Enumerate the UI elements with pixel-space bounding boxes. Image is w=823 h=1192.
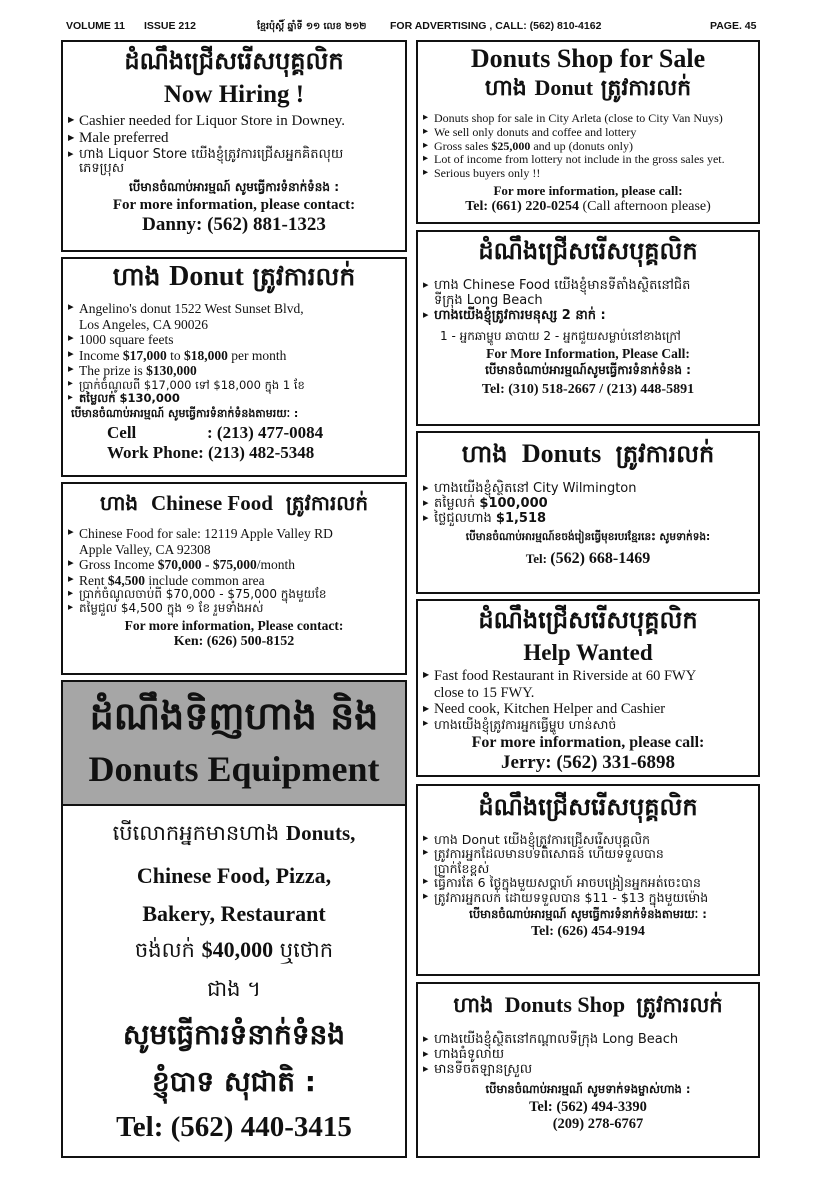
list-item: ▶ តម្លៃលក់ $130,000 xyxy=(67,392,405,405)
ad-positions: 1 - អ្នកឆាម្ហូប ឆាបាយ 2 - អ្នកជួយសម្លាប់នៅខាងក្រៅ xyxy=(440,328,681,343)
advertising-line: FOR ADVERTISING , CALL: (562) 810-4162 xyxy=(390,20,602,32)
list-item: ទីក្រុង Long Beach xyxy=(434,292,543,308)
amount: $100,000 xyxy=(479,495,548,511)
title-part: ហាង xyxy=(453,993,494,1017)
ad-khmer-title: ដំណឹងជ្រើសរើសបុគ្គលិក xyxy=(124,47,344,75)
amount: $17,000 xyxy=(122,347,167,363)
ad-donut-angelino xyxy=(61,257,407,477)
list-item xyxy=(422,497,758,512)
text: include common area xyxy=(145,572,265,588)
ad-khmer-title xyxy=(63,490,405,520)
list-item: ▶ Serious buyers only !! xyxy=(422,167,758,181)
list-item: ▶ Cashier needed for Liquor Store in Downey. xyxy=(67,113,405,130)
list-item: Los Angeles, CA 90026 xyxy=(79,316,209,332)
ad-donut-staff xyxy=(416,784,760,976)
list-item: ▶ ហាងយើងខ្ញុំត្រូវការអ្នកធ្វើម្ហូប ហាន់សាច់ xyxy=(422,718,758,732)
title-part: ហាង xyxy=(461,440,508,468)
ad-khmer-contact: បើមានចំណាប់អារម្មណ៍ សូមធ្វើការទំនាក់ទំនងតាមរយៈ : xyxy=(469,906,707,921)
list-item: ▶ មានទីចតឡានស្រួល xyxy=(422,1063,758,1078)
text: and up (donuts only) xyxy=(530,138,633,153)
list-item xyxy=(67,348,405,364)
title-part: Donut xyxy=(169,261,244,292)
text: ឬថោក xyxy=(273,938,334,962)
list-item: ▶ ហាង Chinese Food យើងខ្ញុំមានទីតាំងស្ថិតនៅជិត xyxy=(422,279,758,294)
title-part: ត្រូវការលក់ xyxy=(252,262,356,291)
ad-title: Donuts Equipment xyxy=(88,749,380,789)
list-item: ប្រាក់ខែខ្ពស់ xyxy=(434,860,490,876)
ad-phone xyxy=(418,199,758,215)
issue-label: ISSUE 212 xyxy=(144,20,196,32)
ad-cell xyxy=(107,423,405,443)
title-part: Chinese Food xyxy=(151,491,273,515)
title-part: ហាង xyxy=(112,262,161,291)
list-item: ▶ 1000 square feets xyxy=(67,332,405,348)
volume-label: VOLUME 11 xyxy=(66,20,125,32)
text: Gross Income xyxy=(79,557,158,573)
list-item: ▶ ប្រាក់ចំណូលពី $17,000 ទៅ $18,000 ក្នុង 1 ខែ xyxy=(67,379,405,392)
amount: $40,000 xyxy=(201,937,274,962)
ad-contact: For more information, please call: xyxy=(493,182,683,198)
ad-phone: Tel: (562) 494-3390 xyxy=(529,1098,647,1115)
ad-khmer-name: ខ្ញុំបាទ សុជាតិ : xyxy=(152,1065,316,1098)
page-number: PAGE. 45 xyxy=(710,20,757,32)
ad-khmer-title xyxy=(418,992,758,1023)
ad-donuts-equipment xyxy=(61,680,407,1158)
phone-note: (Call afternoon please) xyxy=(579,198,711,214)
ad-khmer-title xyxy=(418,74,758,106)
text: ចង់លក់ xyxy=(134,938,202,962)
amount: $4,500 xyxy=(107,572,145,588)
list-item: ▶ ហាង Liquor Store យើងខ្ញុំត្រូវការជ្រើសអ្នកគិតលុយ xyxy=(67,148,405,163)
list-item: ▶ We sell only donuts and coffee and lottery xyxy=(422,126,758,140)
ad-list xyxy=(422,1033,758,1078)
ad-list xyxy=(422,279,758,324)
ad-list xyxy=(67,301,405,405)
ad-phone: Danny: (562) 881-1323 xyxy=(142,214,326,236)
list-item xyxy=(422,140,758,154)
ad-donuts-shop-sale xyxy=(416,40,760,224)
phone: Tel: (661) 220-0254 xyxy=(465,198,580,214)
list-item: ▶ Need cook, Kitchen Helper and Cashier xyxy=(422,701,758,718)
title-part: ត្រូវការលក់ xyxy=(615,440,715,468)
title-part: ត្រូវការលក់ xyxy=(636,993,723,1017)
ad-phone: Tel: (562) 440-3415 xyxy=(116,1111,352,1143)
ad-list xyxy=(67,113,405,177)
ad-khmer-contact: បើមានចំណាប់អារម្មណ៍ សូមធ្វើការទំនាក់ទំនង : xyxy=(128,180,340,195)
text: Gross sales xyxy=(434,138,492,153)
ad-contact: For more information, please call: xyxy=(471,734,705,752)
phone-label: Tel: xyxy=(525,550,551,566)
ad-contact: For more information, Please contact: xyxy=(124,617,344,633)
list-item: ▶ ហាងយើងខ្ញុំស្ថិតនៅ City Wilmington xyxy=(422,482,758,497)
title-part: Donut xyxy=(534,75,594,100)
ad-phone xyxy=(418,550,758,568)
equipment-line xyxy=(63,820,405,851)
list-item: ភេទប្រុស xyxy=(79,161,125,177)
cell-label: Cell xyxy=(107,423,137,443)
ad-khmer-title: ដំណឹងទិញហាង និង xyxy=(89,694,379,738)
list-item: ▶ Angelino's donut 1522 West Sunset Blvd, xyxy=(67,301,405,317)
text: Rent xyxy=(79,572,108,588)
list-item: ▶ ត្រូវការអ្នកលក់ ដោយទទួលបាន $11 - $13 ក្នុងមួយម៉ោង xyxy=(422,891,758,905)
list-item: ▶ ធ្វើការតែ 6 ថ្ងៃក្នុងមួយសប្តាហ៍ អាចបង្រៀនអ្នកអត់ចេះបាន xyxy=(422,876,758,890)
ad-phone: Tel: (626) 454-9194 xyxy=(531,923,645,939)
title-part: ហាង xyxy=(484,76,527,101)
list-item: ▶ ហាង Donut យើងខ្ញុំត្រូវការជ្រើសរើសបុគ្គលិក xyxy=(422,833,758,847)
text: The prize is xyxy=(79,363,147,379)
ad-contact: For More Information, Please Call: xyxy=(486,345,690,361)
list-item: Apple Valley, CA 92308 xyxy=(79,541,211,557)
text: to xyxy=(166,347,184,363)
ad-title: Now Hiring ! xyxy=(163,81,305,108)
ad-list xyxy=(422,482,758,527)
equipment-line: Chinese Food, Pizza, xyxy=(136,863,332,888)
ad-donuts-long-beach xyxy=(416,982,760,1158)
ad-contact: For more information, please contact: xyxy=(112,197,356,214)
text: ថ្លៃជួលហាង xyxy=(434,510,496,526)
ad-donuts-wilmington xyxy=(416,431,760,594)
ad-list xyxy=(67,526,405,616)
amount: $1,518 xyxy=(495,510,547,526)
list-item: ▶ Fast food Restaurant in Riverside at 60 FWY xyxy=(422,668,758,685)
list-item: ▶ ត្រូវការអ្នកដែលមានបទពិសោធន៍ ហើយទទួលបាន xyxy=(422,847,758,861)
list-item: ▶ Lot of income from lottery not include in the gross sales yet. xyxy=(422,153,758,167)
ad-khmer-contact: បើមានចំណាប់អារម្មណ៍សូមធ្វើការទំនាក់ទំនង : xyxy=(485,362,691,377)
ad-chinese-food-hiring xyxy=(416,230,760,426)
ad-phone: Jerry: (562) 331-6898 xyxy=(500,752,676,774)
text: /month xyxy=(256,557,295,573)
ad-khmer-contact: សូមធ្វើការទំនាក់ទំនង xyxy=(122,1018,346,1051)
ad-phone-secondary: (209) 278-6767 xyxy=(552,1115,644,1132)
ad-now-hiring xyxy=(61,40,407,252)
equipment-line: ជាង ។ xyxy=(207,977,261,1001)
list-item xyxy=(67,573,405,589)
equipment-line: Bakery, Restaurant xyxy=(142,901,326,926)
title-part: Donuts Shop xyxy=(504,992,626,1017)
text: តម្លៃលក់ xyxy=(434,495,480,511)
amount: $70,000 - $75,000 xyxy=(157,557,257,573)
list-item xyxy=(67,557,405,573)
list-item: ▶ ហាងធំទូលាយ xyxy=(422,1048,758,1063)
list-item: close to 15 FWY. xyxy=(434,684,535,701)
ad-title: Donuts Shop for Sale xyxy=(470,44,706,73)
text: Income xyxy=(79,347,123,363)
ad-list xyxy=(422,833,758,905)
title-part: Donuts xyxy=(521,439,602,468)
ad-khmer-contact: បើមានចំណាប់អារម្មណ៍ខចង់រៀនធ្វើមុខរបរខ្មែរនេះ សូមទាក់ទង: xyxy=(465,530,711,543)
ad-help-wanted xyxy=(416,599,760,777)
list-item: ▶ ប្រាក់ចំណូលចាប់ពី $70,000 - $75,000 ក្នុងមួយខែ xyxy=(67,588,405,602)
list-item: ▶ Donuts shop for sale in City Arleta (close to City Van Nuys) xyxy=(422,112,758,126)
amount: $18,000 xyxy=(184,347,228,363)
text: បើលោកអ្នកមានហាង xyxy=(112,821,286,845)
equipment-banner xyxy=(63,682,405,806)
ad-khmer-title xyxy=(418,439,758,474)
cell-phone: : (213) 477-0084 xyxy=(207,423,324,443)
ad-khmer-contact: បើមានចំណាប់អារម្មណ៍ សូមទាក់ទងម្ចាស់ហាង : xyxy=(485,1081,691,1096)
list-item xyxy=(422,512,758,527)
phone: (562) 668-1469 xyxy=(550,549,651,567)
equipment-line xyxy=(63,937,405,968)
ad-khmer-title: ដំណឹងជ្រើសរើសបុគ្គលិក xyxy=(478,793,698,821)
ad-work-phone: Work Phone: (213) 482-5348 xyxy=(107,443,315,463)
list-item: ▶ Chinese Food for sale: 12119 Apple Valley RD xyxy=(67,526,405,542)
ad-list xyxy=(422,112,758,181)
page-header xyxy=(62,20,762,36)
text: per month xyxy=(227,347,287,363)
ad-khmer-contact: បើមានចំណាប់អារម្មណ៍ សូមធ្វើការទំនាក់ទំនងតាមរយៈ : xyxy=(71,407,299,421)
khmer-date: ខ្មែរប៉ុស្តិ៍ ឆ្នាំទី ១១ លេខ ២១២ xyxy=(257,21,367,32)
list-item xyxy=(67,363,405,379)
list-item: ▶ Male preferred xyxy=(67,130,405,147)
ad-phone: Tel: (310) 518-2667 / (213) 448-5891 xyxy=(481,381,695,397)
ad-list xyxy=(422,668,758,732)
title-part: ហាង xyxy=(99,491,139,515)
title-part: ត្រូវការលក់ xyxy=(285,491,369,515)
text: Donuts, xyxy=(285,821,356,845)
ad-khmer-title: ដំណឹងជ្រើសរើសបុគ្គលិក xyxy=(478,237,698,265)
title-part: ត្រូវការលក់ xyxy=(600,76,692,101)
ad-chinese-food-sale xyxy=(61,482,407,675)
list-item: ▶ ហាងយើងខ្ញុំស្ថិតនៅកណ្តាលទីក្រុង Long Beach xyxy=(422,1033,758,1048)
list-item: ▶ តម្លៃជួល $4,500 ក្នុង ១ ខែ រួមទាំងអស់ xyxy=(67,602,405,616)
ad-khmer-title xyxy=(63,261,405,298)
list-item: ▶ ហាងយើងខ្ញុំត្រូវការមនុស្ស 2 នាក់ : xyxy=(422,309,758,324)
ad-phone: Ken: (626) 500-8152 xyxy=(173,633,295,649)
amount: $130,000 xyxy=(146,363,197,379)
amount: $25,000 xyxy=(491,138,531,153)
ad-title: Help Wanted xyxy=(523,640,653,665)
ad-khmer-title: ដំណឹងជ្រើសរើសបុគ្គលិក xyxy=(478,606,698,634)
